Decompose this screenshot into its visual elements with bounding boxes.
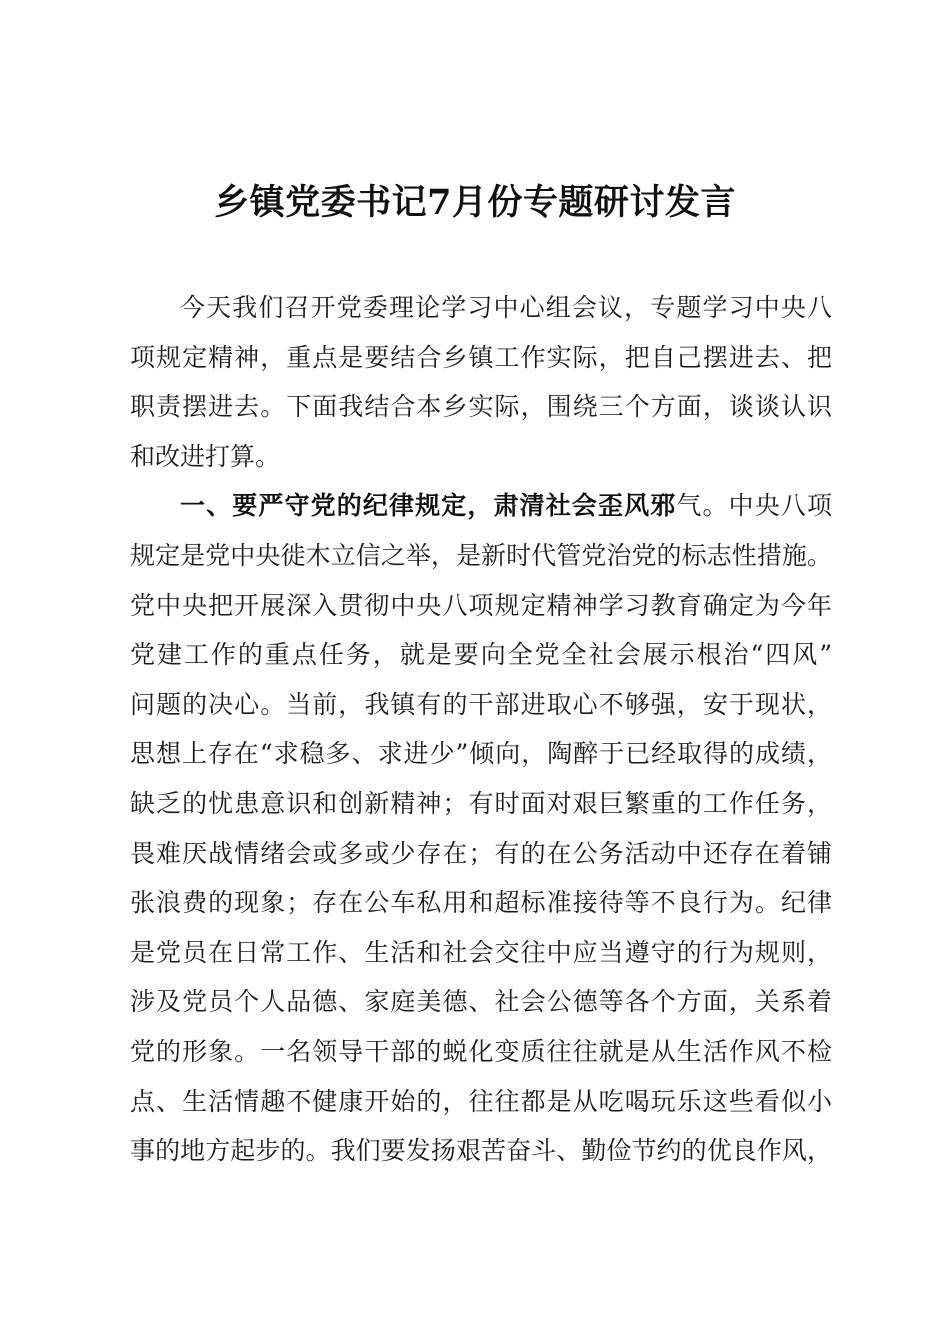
paragraph-line: 和改进打算。: [130, 441, 281, 471]
paragraph-line: 职责摆进去。下面我结合本乡实际，围绕三个方面，谈谈认识: [130, 392, 832, 422]
paragraph-line: 是党员在日常工作、生活和社会交往中应当遵守的行为规则，: [130, 937, 832, 967]
paragraph-line: 党中央把开展深入贯彻中央八项规定精神学习教育确定为今年: [130, 590, 832, 620]
section-heading: 一、要严守党的纪律规定，肃清社会歪风邪: [180, 491, 677, 521]
paragraph-line: 项规定精神，重点是要结合乡镇工作实际，把自己摆进去、把: [130, 342, 832, 372]
paragraph-line: 今天我们召开党委理论学习中心组会议，专题学习中央八: [180, 293, 832, 322]
paragraph-line: 缺乏的忧患意识和创新精神；有时面对艰巨繁重的工作任务，: [130, 788, 832, 818]
paragraph-line: 思想上存在“求稳多、求进少”倾向，陶醉于已经取得的成绩，: [130, 739, 832, 769]
paragraph-line: 规定是党中央徙木立信之举，是新时代管党治党的标志性措施。: [130, 540, 832, 570]
section-heading-line: [130, 481, 832, 531]
paragraph-line: 点、生活情趣不健康开始的，往往都是从吃喝玩乐这些看似小: [130, 1086, 832, 1116]
document-title: 乡镇党委书记7月份专题研讨发言: [214, 182, 736, 223]
paragraph-line: 张浪费的现象；存在公车私用和超标准接待等不良行为。纪律: [130, 888, 832, 918]
paragraph-line: 问题的决心。当前，我镇有的干部进取心不够强，安于现状，: [130, 689, 832, 719]
paragraph-line: 涉及党员个人品德、家庭美德、社会公德等各个方面，关系着: [130, 987, 832, 1017]
paragraph-line: 党的形象。一名领导干部的蜕化变质往往就是从生活作风不检: [130, 1036, 832, 1066]
document-body: [130, 283, 832, 1176]
paragraph-line: 党建工作的重点任务，就是要向全党全社会展示根治“四风”: [130, 640, 832, 670]
paragraph-line: 事的地方起步的。我们要发扬艰苦奋斗、勤俭节约的优良作风，: [130, 1136, 832, 1166]
section-heading-rest: 气。中央八项: [676, 491, 832, 521]
paragraph-line: 畏难厌战情绪会或多或少存在；有的在公务活动中还存在着铺: [130, 838, 832, 868]
